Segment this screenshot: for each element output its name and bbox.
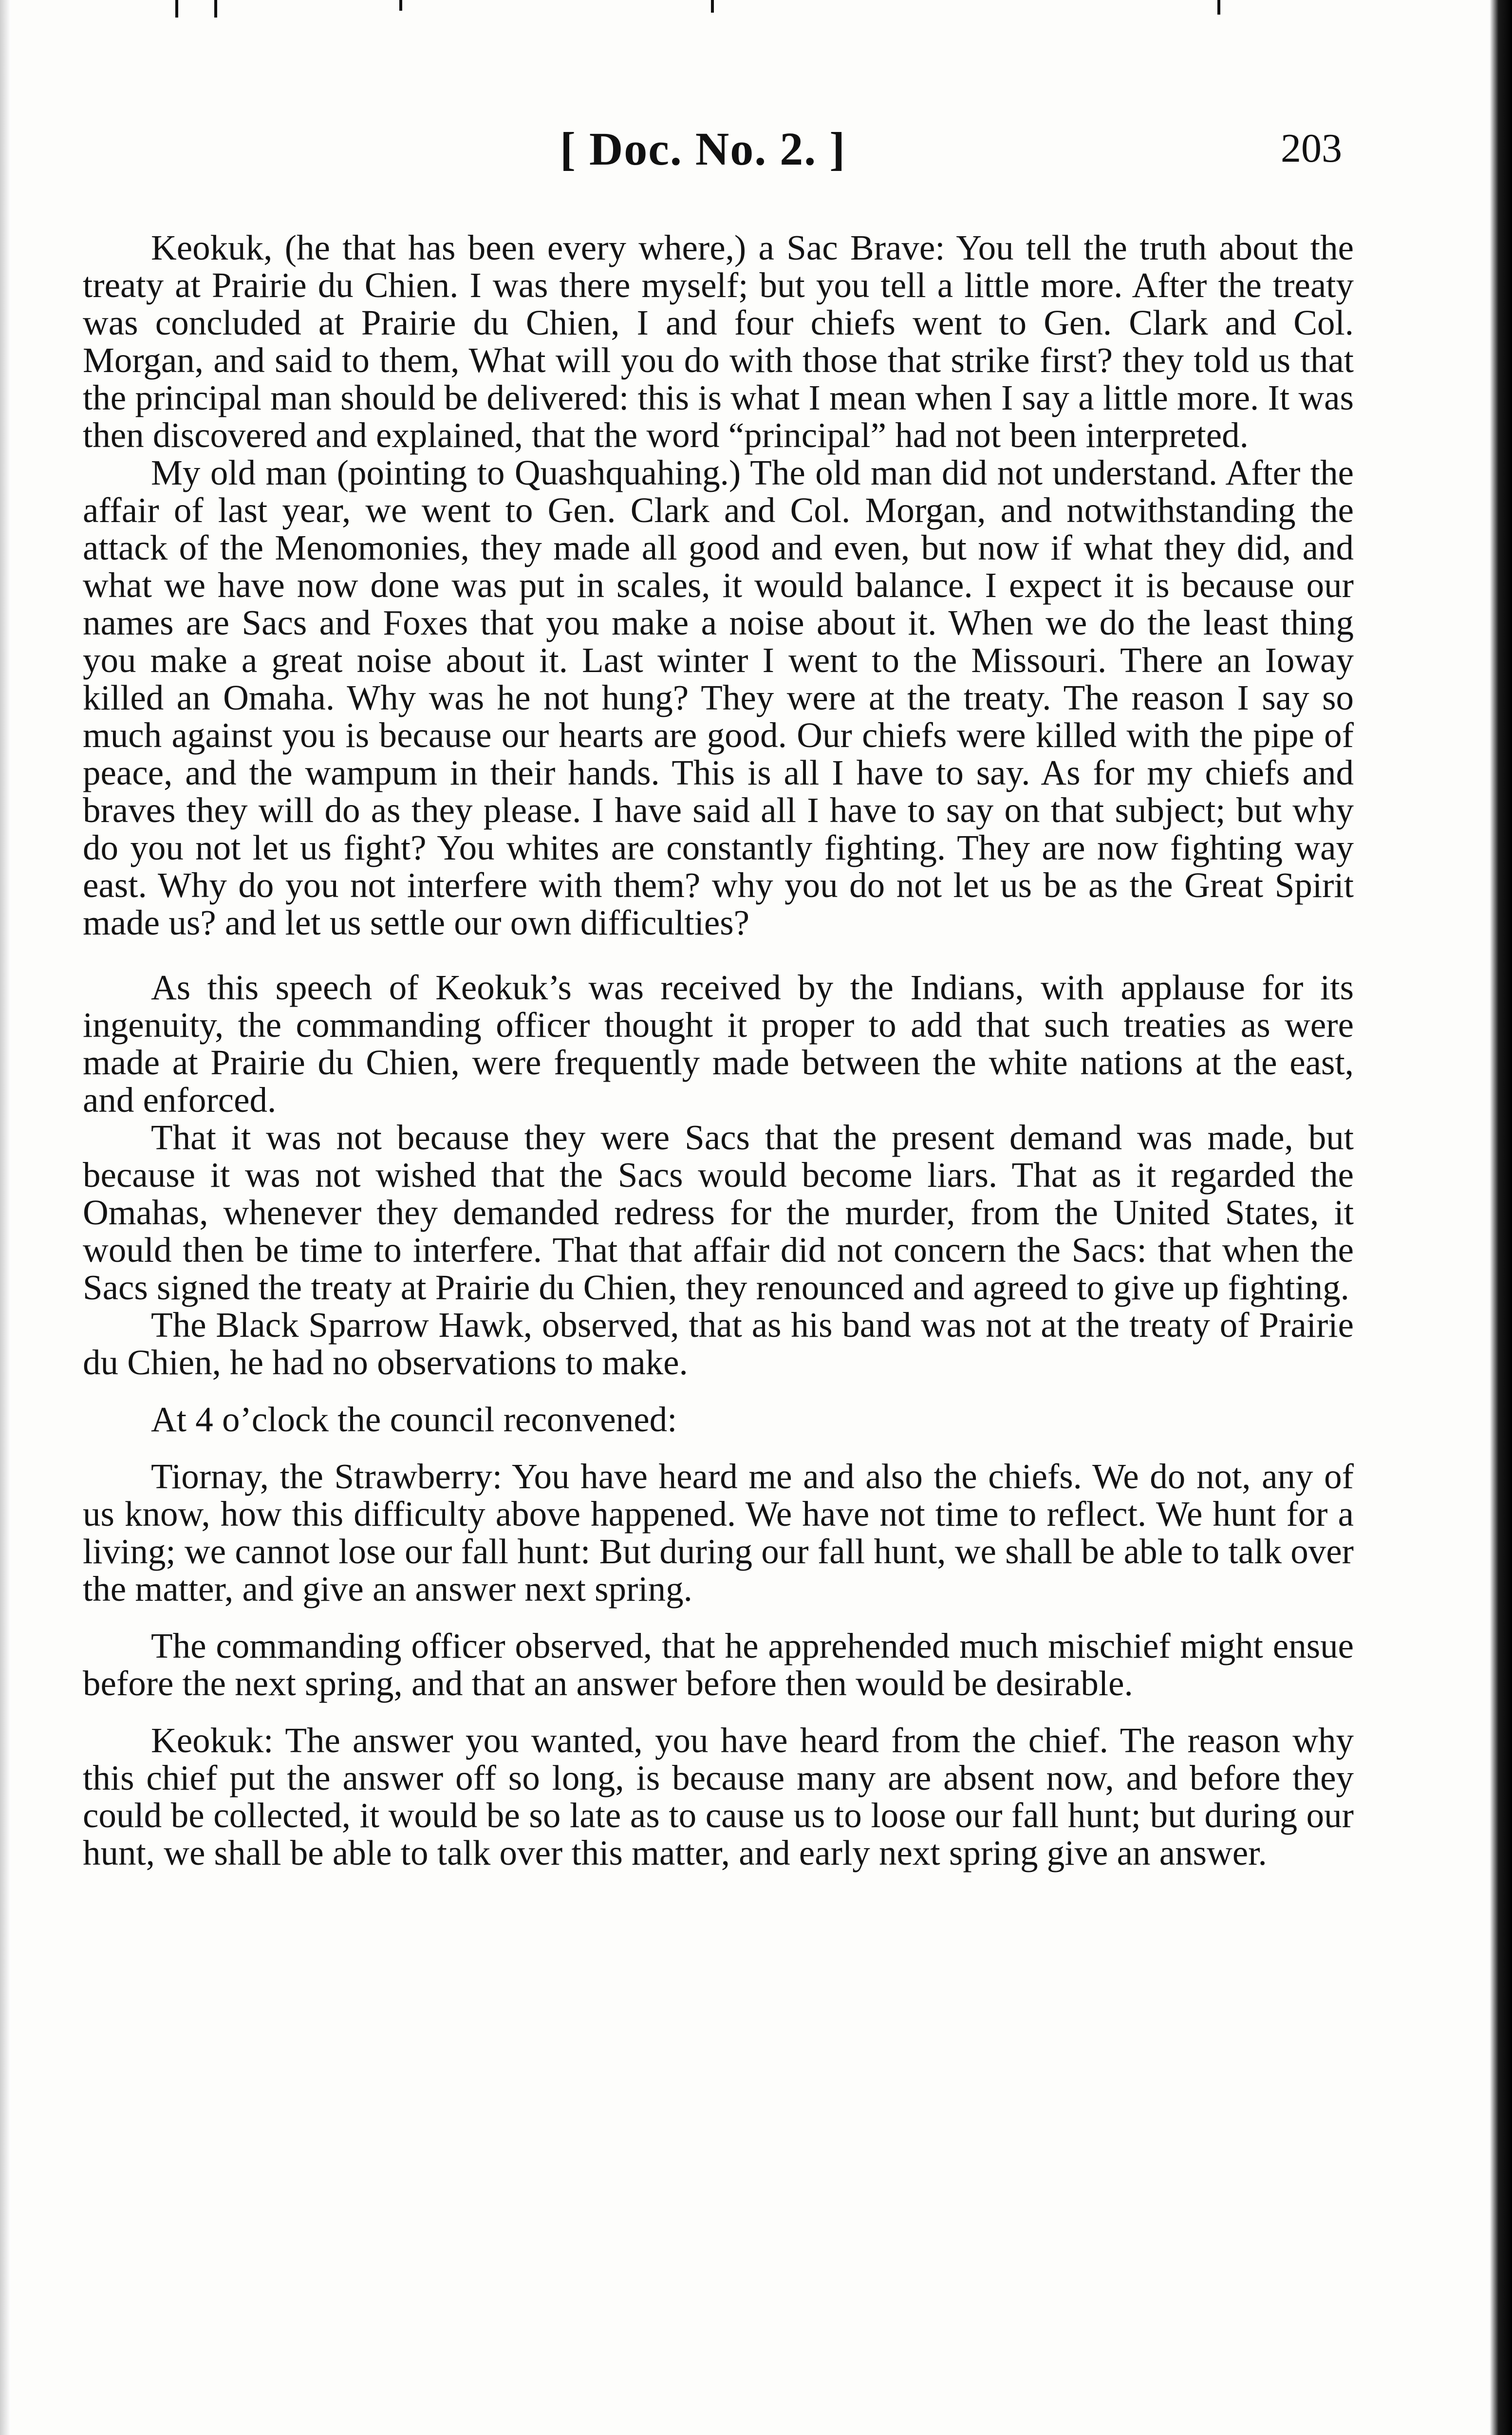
- paragraph-spacer: [83, 1608, 1354, 1627]
- page-header: [560, 122, 1388, 195]
- body-text: [83, 229, 1354, 1872]
- paragraph-spacer: [83, 1381, 1354, 1401]
- paragraph-keokuk-speech: Keokuk, (he that has been every where,) a Sac Brave: You tell the truth about the treaty at Prairie du Chien. I was there myself; but you tell a little more. After the treaty was concluded at Prairie du Chien, I and four chiefs went to Gen. Clark and Col. Morgan, and said to them, What will you do with those that strike first? they told us that the principal man should be delivered: this is what I mean when I say a little more. It was then discovered and explained, that the word “principal” had not been interpreted.: [83, 228, 1354, 455]
- running-head: [ Doc. No. 2. ]: [560, 123, 846, 175]
- paragraph-council-reconvened: At 4 o’clock the council reconvened:: [151, 1400, 677, 1439]
- page-left-edge: [0, 0, 11, 2435]
- paragraph-spacer: [83, 941, 1354, 969]
- page-number: 203: [1281, 126, 1342, 171]
- paragraph-spacer: [83, 1702, 1354, 1722]
- paragraph-spacer: [83, 1438, 1354, 1458]
- paragraph-keokuk-answer: Keokuk: The answer you wanted, you have heard from the chief. The reason why this chief put the answer off so long, is because many are absent now, and before they could be collected, it would be so late as to cause us to loose our fall hunt; but during our hunt, we shall be able to talk over this matter, and early next spring give an answer.: [83, 1721, 1354, 1873]
- paragraph-black-sparrow-hawk: The Black Sparrow Hawk, observed, that as his band was not at the treaty of Prairie du Chien, he had no observations to make.: [83, 1305, 1354, 1382]
- paragraph-tiornay-speech: Tiornay, the Strawberry: You have heard me and also the chiefs. We do not, any of us know, how this difficulty above happened. We have not time to reflect. We hunt for a living; we cannot lose our fall hunt: But during our fall hunt, we shall be able to talk over the matter, and give an answer next spring.: [83, 1457, 1354, 1609]
- page-top-edge-marks: [146, 0, 1461, 19]
- paragraph-officer-reply: As this speech of Keokuk’s was received by the Indians, with applause for its ingenuity, the commanding officer thought it proper to add that such treaties as were made at Prairie du Chien, were frequently made between the white nations at the east, and enforced.: [83, 968, 1354, 1120]
- paragraph-officer-observation: The commanding officer observed, that he apprehended much mischief might ensue before the next spring, and that an answer before then would be desirable.: [83, 1626, 1354, 1703]
- page-right-edge-shadow: [1490, 0, 1512, 2435]
- paragraph-sacs-demand: That it was not because they were Sacs that the present demand was made, but because it was not wished that the Sacs would become liars. That as it regarded the Omahas, whenever they demanded redress for the murder, from the United States, it would then be time to interfere. That that affair did not concern the Sacs: that when the Sacs signed the treaty at Prairie du Chien, they renounced and agreed to give up fighting.: [83, 1118, 1354, 1307]
- paragraph-keokuk-continued: My old man (pointing to Quashquahing.) The old man did not understand. After the affair of last year, we went to Gen. Clark and Col. Morgan, and notwithstanding the attack of the Menomonies, they made all good and even, but now if what they did, and what we have now done was put in scales, it would balance. I expect it is because our names are Sacs and Foxes that you make a noise about it. When we do the least thing you make a great noise about it. Last winter I went to the Missouri. There an Ioway killed an Omaha. Why was he not hung? They were at the treaty. The reason I say so much against you is because our hearts are good. Our chiefs were killed with the pipe of peace, and the wampum in their hands. This is all I have to say. As for my chiefs and braves they will do as they please. I have said all I have to say on that subject; but why do you not let us fight? You whites are constantly fighting. They are now fighting way east. Why do you not interfere with them? why you do not let us be as the Great Spirit made us? and let us settle our own difficulties?: [83, 453, 1354, 942]
